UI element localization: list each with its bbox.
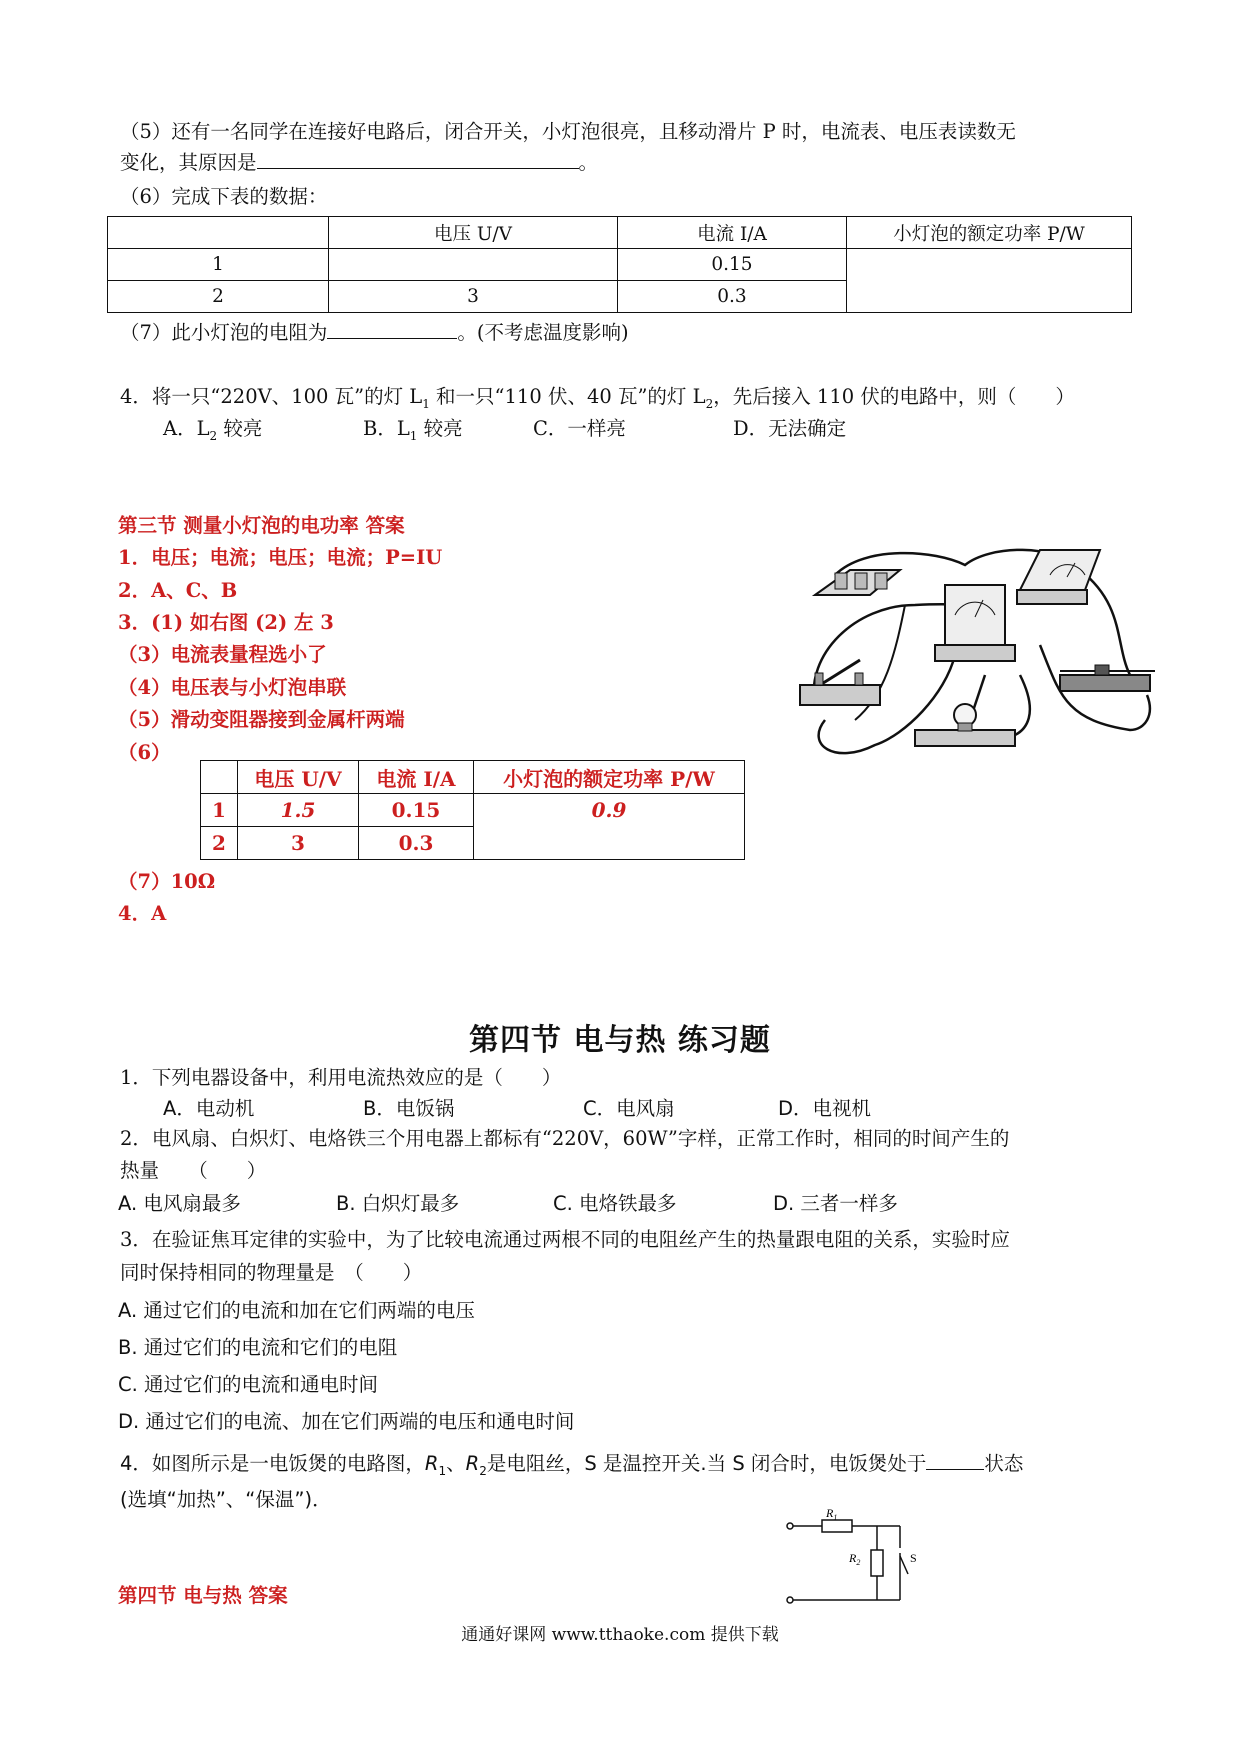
s4-q1-option-c[interactable]: C．电风扇 [583,1097,675,1120]
s4-q4-line1: 4．如图所示是一电饭煲的电路图，$R_1$、$R_2$是电阻丝，S 是温控开关.当 S 闭合时，电饭煲处于 状态 [120,1449,1023,1485]
a6-cell: 3 [238,827,359,860]
q4-option-b[interactable]: B．$L_1$ 较亮 [363,417,463,443]
terminal [787,1523,793,1529]
footer: 通通好课网 www.tthaoke.com 提供下载 [461,1625,779,1645]
a6-cell: 1 [201,794,238,827]
q5-line2: 变化，其原因是 。 [120,148,598,177]
battery-holder [815,570,900,595]
q4-option-d[interactable]: D．无法确定 [733,417,847,440]
section4-title: 第四节 电与热 练习题 [469,1023,771,1058]
q6-header-power: 小灯泡的额定功率 P/W [847,217,1132,249]
switch-s [900,1556,908,1574]
q6-table [107,216,1132,313]
s4-q3-line2: 同时保持相同的物理量是 （ ） [120,1261,423,1284]
table-row [201,794,745,827]
s4-q1-option-b[interactable]: B．电饭锅 [363,1097,455,1120]
q7-line: （7）此小灯泡的电阻为 。(不考虑温度影响) [120,318,629,347]
s4-q2-option-a[interactable]: A. 电风扇最多 [118,1192,241,1215]
rice-cooker-circuit-diagram [782,1508,932,1608]
q5-answer-blank[interactable] [257,148,579,169]
s4-q3-option-a[interactable]: A. 通过它们的电流和加在它们两端的电压 [118,1299,475,1322]
label-s: S [910,1551,917,1565]
q4-stem: 4．将一只“220V、100 瓦”的灯 $L_1$ 和一只“110 伏、40 瓦”的灯 $L_2$，先后接入 110 伏的电路中，则（ ） [120,385,1075,411]
q6-header-current: 电流 I/A [618,217,847,249]
a6-header-current: 电流 I/A [359,761,474,794]
s4-q2-option-b[interactable]: B. 白炽灯最多 [336,1192,460,1215]
answers3-heading: 第三节 测量小灯泡的电功率 答案 [118,514,405,537]
ammeter-icon [935,585,1015,661]
answers3-a3-5: （5）滑动变阻器接到金属杆两端 [118,708,405,731]
q6-title: （6）完成下表的数据： [120,185,328,208]
s4-q3-option-c[interactable]: C. 通过它们的电流和通电时间 [118,1373,379,1396]
a6-header-blank [201,761,238,794]
s4-q3-line1: 3．在验证焦耳定律的实验中，为了比较电流通过两根不同的电阻丝产生的热量跟电阻的关系，实验时应 [120,1228,1010,1251]
answers3-a3: 3．(1) 如右图 (2) 左 3 [118,611,334,634]
label-r1: $R_1$ [826,1508,838,1522]
answers3-table [200,760,745,860]
q5-line1: （5）还有一名同学在连接好电路后，闭合开关，小灯泡很亮，且移动滑片 P 时，电流表、电压表读数无 [120,120,1016,143]
s4-q2-line2: 热量 （ ） [120,1159,267,1182]
s4-q1-option-d[interactable]: D．电视机 [778,1097,872,1120]
q6-cell: 3 [329,281,618,313]
s4-q3-option-d[interactable]: D. 通过它们的电流、加在它们两端的电压和通电时间 [118,1410,575,1433]
q6-cell: 0.3 [618,281,847,313]
switch-icon [800,660,880,705]
lamp-icon [915,704,1015,746]
s4-q3-option-b[interactable]: B. 通过它们的电流和它们的电阻 [118,1336,398,1359]
a6-cell: 0.15 [359,794,474,827]
a6-cell: 2 [201,827,238,860]
answers3-a1: 1．电压；电流；电压；电流；P=IU [118,546,443,569]
terminal [787,1597,793,1603]
r2-resistor [871,1550,883,1576]
q6-cell: 2 [108,281,329,313]
s4-q2-line1: 2．电风扇、白炽灯、电烙铁三个用电器上都标有“220V，60W”字样，正常工作时，相同的时间产生的 [120,1127,1010,1150]
a6-header-power: 小灯泡的额定功率 P/W [474,761,745,794]
q7-answer-blank[interactable] [327,318,457,339]
rheostat-icon [1060,665,1155,691]
answers3-a4: 4．A [118,902,167,925]
q6-header-voltage: 电压 U/V [329,217,618,249]
q4-option-c[interactable]: C．一样亮 [533,417,626,440]
q6-cell[interactable] [329,249,618,281]
s4-q4-line2: (选填“加热”、“保温”)． [120,1488,332,1511]
answers3-a3-4: （4）电压表与小灯泡串联 [118,676,347,699]
answers3-a3-7: （7）10Ω [118,870,216,893]
wire [1015,675,1030,735]
q6-cell: 1 [108,249,329,281]
answers3-a3-3: （3）电流表量程选小了 [118,643,327,666]
q6-cell: 0.15 [618,249,847,281]
q6-power-cell[interactable] [847,249,1132,313]
answers3-a3-6: （6） [118,741,171,764]
q6-header-blank [108,217,329,249]
q4-option-a[interactable]: A．$L_2$ 较亮 [163,417,263,443]
a6-power-cell: 0.9 [474,794,745,860]
s4-q2-option-c[interactable]: C. 电烙铁最多 [553,1192,677,1215]
table-row [108,249,1132,281]
s4-q2-option-d[interactable]: D. 三者一样多 [773,1192,898,1215]
answers3-a2: 2．A、C、B [118,579,238,602]
s4-q1-option-a[interactable]: A．电动机 [163,1097,255,1120]
voltmeter-icon [1017,550,1100,604]
experiment-circuit-figure [795,545,1165,765]
s4-q4-answer-blank[interactable] [926,1449,984,1470]
a6-cell: 0.3 [359,827,474,860]
s4-q1: 1．下列电器设备中，利用电流热效应的是（ ） [120,1066,562,1089]
section4-answer-heading: 第四节 电与热 答案 [118,1584,288,1607]
label-r2: $R_2$ [849,1551,861,1567]
a6-cell: 1.5 [238,794,359,827]
a6-header-voltage: 电压 U/V [238,761,359,794]
